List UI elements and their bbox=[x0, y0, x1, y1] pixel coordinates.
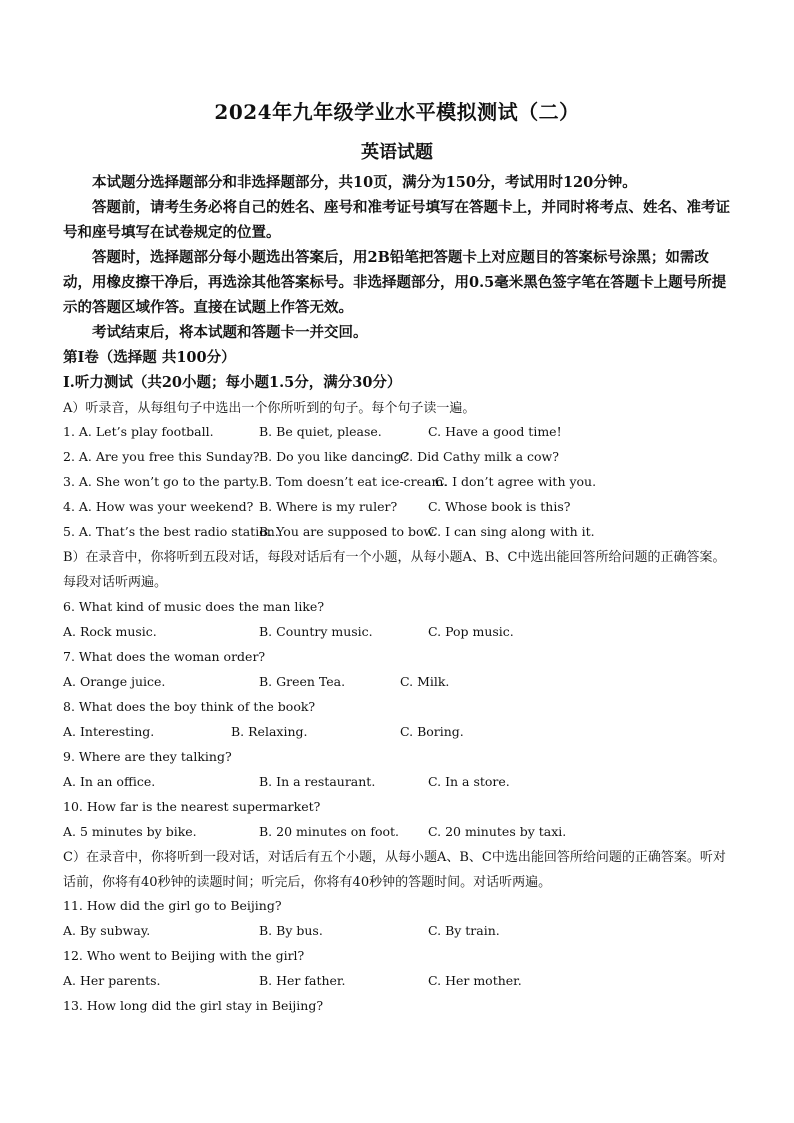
instruction-3: 答题时，选择题部分每小题选出答案后，用2B铅笔把答题卡上对应题目的答案标号涂黑；如需改动，用橡皮擦干净后，再选涂其他答案标号。非选择题部分，用0.5毫米黑色签字笔在答题卡上题号所提示的答题区域作答。直接在试题上作答无效。 bbox=[63, 249, 727, 316]
option-c: C. Boring. bbox=[400, 724, 464, 739]
option-c: C. Milk. bbox=[400, 674, 450, 689]
part-c-instruction: C）在录音中，你将听到一段对话，对话后有五个小题，从每小题A、B、C中选出能回答所给问题的正确答案。听对话前，你将有40秒钟的读题时间；听完后，你将有40秒钟的答题时间。对话听两遍。 bbox=[63, 850, 726, 890]
option-c: C. Her mother. bbox=[428, 973, 522, 988]
listening-heading: I.听力测试（共20小题；每小题1.5分，满分30分） bbox=[63, 374, 402, 391]
option-b: B. Where is my ruler? bbox=[259, 499, 398, 514]
question-text: 6. What kind of music does the man like? bbox=[63, 599, 325, 614]
option-b: B. Relaxing. bbox=[231, 724, 308, 739]
question-text: 13. How long did the girl stay in Beijing? bbox=[63, 998, 324, 1013]
option-a: 1. A. Let’s play football. bbox=[63, 424, 214, 439]
option-b: B. You are supposed to bow. bbox=[259, 524, 437, 539]
option-b: B. Tom doesn’t eat ice-cream. bbox=[259, 474, 448, 489]
part-a-instruction: A）听录音，从每组句子中选出一个你所听到的句子。每个句子读一遍。 bbox=[63, 401, 476, 416]
instruction-4: 考试结束后，将本试题和答题卡一并交回。 bbox=[92, 324, 368, 341]
option-b: B. Her father. bbox=[259, 973, 346, 988]
page-title: 2024年九年级学业水平模拟测试（二） bbox=[214, 100, 580, 124]
page-subtitle: 英语试题 bbox=[361, 142, 433, 163]
question-text: 12. Who went to Beijing with the girl? bbox=[63, 948, 305, 963]
option-b: B. By bus. bbox=[259, 923, 323, 938]
question-text: 7. What does the woman order? bbox=[63, 649, 266, 664]
option-a: 5. A. That’s the best radio station. bbox=[63, 524, 279, 539]
option-b: B. Do you like dancing? bbox=[259, 449, 409, 464]
option-a: A. By subway. bbox=[63, 923, 151, 938]
option-a: 4. A. How was your weekend? bbox=[63, 499, 254, 514]
question-text: 8. What does the boy think of the book? bbox=[63, 699, 316, 714]
option-c: C. Did Cathy milk a cow? bbox=[400, 449, 559, 464]
instruction-1: 本试题分选择题部分和非选择题部分，共10页，满分为150分，考试用时120分钟。 bbox=[92, 174, 637, 191]
question-text: 10. How far is the nearest supermarket? bbox=[63, 799, 321, 814]
option-a: A. Her parents. bbox=[63, 973, 161, 988]
question-text: 11. How did the girl go to Beijing? bbox=[63, 898, 282, 913]
section-heading: 第I卷（选择题 共100分） bbox=[63, 349, 236, 366]
option-a: A. 5 minutes by bike. bbox=[63, 824, 197, 839]
question-text: 9. Where are they talking? bbox=[63, 749, 232, 764]
option-c: C. I can sing along with it. bbox=[428, 524, 595, 539]
instruction-2: 答题前，请考生务必将自己的姓名、座号和准考证号填写在答题卡上，并同时将考点、姓名、准考证号和座号填写在试卷规定的位置。 bbox=[63, 199, 730, 241]
option-c: C. Have a good time! bbox=[428, 424, 562, 439]
option-b: B. Green Tea. bbox=[259, 674, 346, 689]
option-c: C. Whose book is this? bbox=[428, 499, 571, 514]
part-b-instruction: B）在录音中，你将听到五段对话，每段对话后有一个小题，从每小题A、B、C中选出能回答所给问题的正确答案。每段对话听两遍。 bbox=[63, 550, 726, 590]
option-b: B. Country music. bbox=[259, 624, 373, 639]
option-a: 2. A. Are you free this Sunday? bbox=[63, 449, 260, 464]
option-b: B. 20 minutes on foot. bbox=[259, 824, 399, 839]
option-c: C. By train. bbox=[428, 923, 500, 938]
option-c: C. I don’t agree with you. bbox=[435, 474, 597, 489]
option-b: B. In a restaurant. bbox=[259, 774, 376, 789]
option-a: A. Orange juice. bbox=[63, 674, 166, 689]
option-c: C. 20 minutes by taxi. bbox=[428, 824, 567, 839]
option-c: C. Pop music. bbox=[428, 624, 514, 639]
option-a: A. Interesting. bbox=[63, 724, 155, 739]
option-a: 3. A. She won’t go to the party. bbox=[63, 474, 260, 489]
option-a: A. Rock music. bbox=[63, 624, 157, 639]
option-c: C. In a store. bbox=[428, 774, 510, 789]
option-b: B. Be quiet, please. bbox=[259, 424, 382, 439]
option-a: A. In an office. bbox=[63, 774, 156, 789]
